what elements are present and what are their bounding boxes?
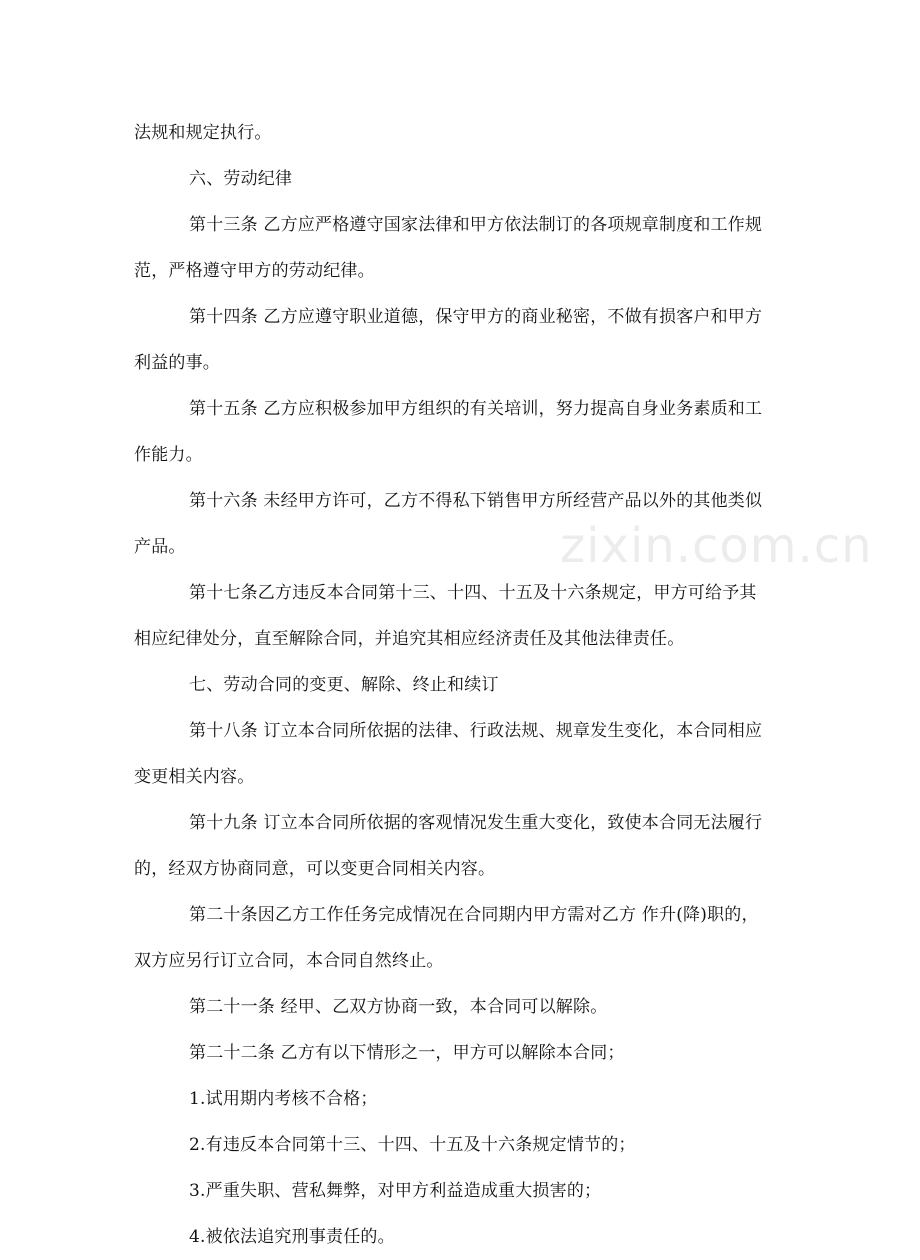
text-line: 第十六条 未经甲方许可，乙方不得私下销售甲方所经营产品以外的其他类似 bbox=[189, 491, 763, 511]
list-item: 1.试用期内考核不合格； bbox=[189, 1089, 378, 1109]
text-line: 第十九条 订立本合同所依据的客观情况发生重大变化，致使本合同无法履行 bbox=[189, 813, 763, 833]
watermark: zixin.com.cn bbox=[560, 518, 873, 574]
text-line: 变更相关内容。 bbox=[134, 767, 255, 787]
section-heading: 七、劳动合同的变更、解除、终止和续订 bbox=[189, 675, 499, 695]
list-item: 4.被依法追究刑事责任的。 bbox=[189, 1227, 395, 1247]
text-line: 第十七条乙方违反本合同第十三、十四、十五及十六条规定，甲方可给予其 bbox=[189, 583, 757, 603]
text-line: 法规和规定执行。 bbox=[134, 123, 272, 143]
text-line: 利益的事。 bbox=[134, 353, 220, 373]
text-line: 第二十一条 经甲、乙双方协商一致，本合同可以解除。 bbox=[189, 997, 608, 1017]
text-line: 第二十条因乙方工作任务完成情况在合同期内甲方需对乙方 作升(降)职的， bbox=[189, 905, 759, 925]
text-line: 产品。 bbox=[134, 537, 186, 557]
list-item: 3.严重失职、营私舞弊，对甲方利益造成重大损害的； bbox=[189, 1181, 602, 1201]
text-line: 第二十二条 乙方有以下情形之一，甲方可以解除本合同； bbox=[189, 1043, 625, 1063]
text-line: 第十五条 乙方应积极参加甲方组织的有关培训，努力提高自身业务素质和工 bbox=[189, 399, 763, 419]
text-line: 双方应另行订立合同，本合同自然终止。 bbox=[134, 951, 444, 971]
text-line: 第十四条 乙方应遵守职业道德，保守甲方的商业秘密，不做有损客户和甲方 bbox=[189, 307, 763, 327]
text-line: 的，经双方协商同意，可以变更合同相关内容。 bbox=[134, 859, 496, 879]
text-line: 范，严格遵守甲方的劳动纪律。 bbox=[134, 261, 375, 281]
text-line: 作能力。 bbox=[134, 445, 203, 465]
text-line: 第十八条 订立本合同所依据的法律、行政法规、规章发生变化，本合同相应 bbox=[189, 721, 763, 741]
section-heading: 六、劳动纪律 bbox=[189, 169, 293, 189]
list-item: 2.有违反本合同第十三、十四、十五及十六条规定情节的； bbox=[189, 1135, 636, 1155]
text-line: 第十三条 乙方应严格遵守国家法律和甲方依法制订的各项规章制度和工作规 bbox=[189, 215, 763, 235]
text-line: 相应纪律处分，直至解除合同，并追究其相应经济责任及其他法律责任。 bbox=[134, 629, 685, 649]
